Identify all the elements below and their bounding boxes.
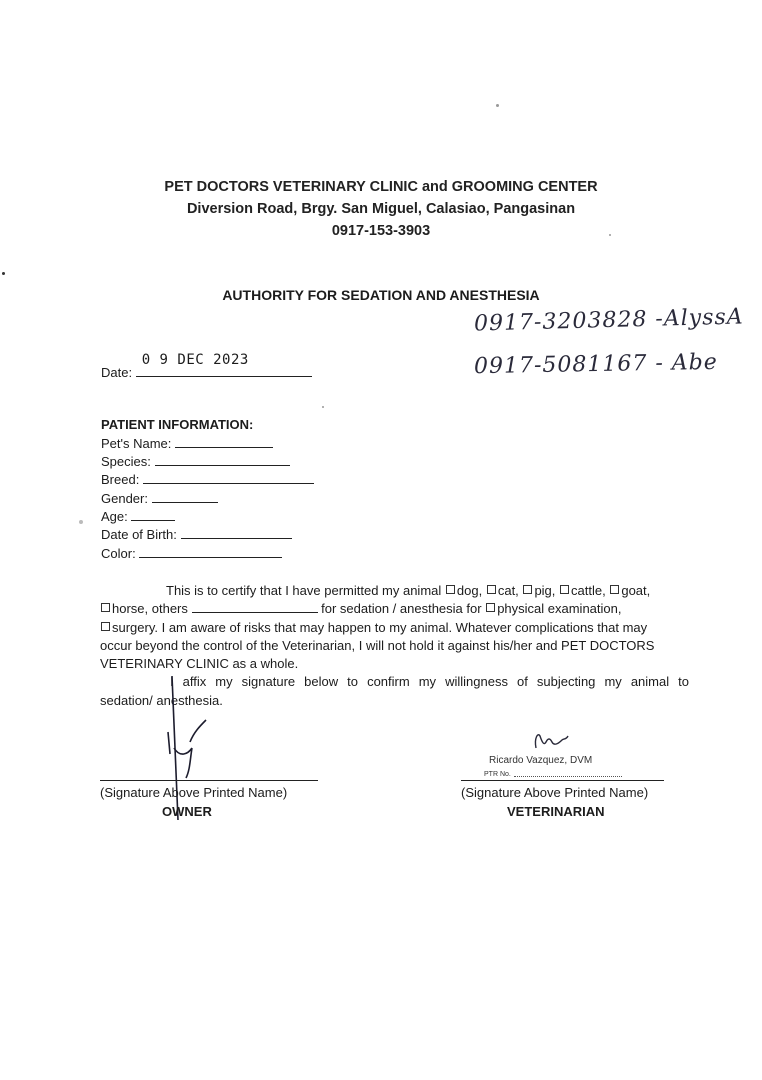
checkbox-goat[interactable] [610,585,619,594]
scan-speck [609,234,611,236]
others-line[interactable] [192,601,318,613]
date-field [101,352,312,380]
vet-signature-caption: (Signature Above Printed Name) [461,785,649,800]
affirmation-text-2: sedation/ anesthesia. [100,692,223,708]
scan-speck [79,520,83,524]
option-cattle: cattle, [571,583,606,598]
owner-role: OWNER [162,804,212,819]
vet-stamp-name: Ricardo Vazquez, DVM [489,755,593,766]
pet-name-label: Pet's Name: [101,436,172,451]
date-label: Date: [101,365,133,380]
checkbox-physical-exam[interactable] [486,603,495,612]
handwritten-phone-1: 0917-3203828 -AlyssA [473,304,744,337]
checkbox-surgery[interactable] [101,622,110,631]
option-surgery: surgery. I am aware of risks that may happen to my animal. Whatever complications that may [112,619,648,635]
date-line[interactable] [136,352,312,377]
checkbox-dog[interactable] [446,585,455,594]
scan-speck [2,272,5,275]
vet-role: VETERINARIAN [507,804,605,819]
option-goat: goat, [621,583,651,598]
owner-signature-caption: (Signature Above Printed Name) [100,785,288,800]
field-color[interactable] [101,545,282,561]
checkbox-pig[interactable] [523,585,532,594]
consent-text-1: This is to certify that I have permitted my animal [166,583,442,598]
field-gender[interactable] [101,490,218,506]
consent-text-4: VETERINARY CLINIC as a whole. [100,656,299,672]
vet-ptr-line [514,776,622,777]
dob-label: Date of Birth: [101,527,177,542]
form-title: AUTHORITY FOR SEDATION AND ANESTHESIA [222,287,540,303]
consent-text-2: for sedation / anesthesia for [321,601,482,617]
checkbox-cattle[interactable] [560,585,569,594]
handwritten-phone-2: 0917-5081167 - Abe [473,349,719,380]
date-stamp: 0 9 DEC 2023 [141,352,249,368]
color-label: Color: [101,546,136,561]
option-cat: cat, [497,583,519,598]
affirmation-text-1: I affix my signature below to confirm my willingness of subjecting my animal to [170,674,689,690]
field-breed[interactable] [101,471,314,487]
vet-signature-line[interactable] [461,780,664,781]
clinic-phone: 0917-153-3903 [331,223,431,239]
option-dog: dog, [456,583,483,598]
age-label: Age: [101,509,128,524]
vet-signature-scribble [530,728,580,756]
field-species[interactable] [101,453,290,469]
field-age[interactable] [101,508,175,524]
checkbox-horse[interactable] [101,603,110,612]
owner-signature-line[interactable] [100,780,318,781]
clinic-name: PET DOCTORS VETERINARY CLINIC and GROOMING CENTER [164,179,598,195]
patient-info-heading: PATIENT INFORMATION: [101,417,254,432]
species-label: Species: [101,454,151,469]
scan-speck [322,406,324,408]
vet-stamp-ptr: PTR No. [484,771,511,778]
breed-label: Breed: [101,472,140,487]
option-horse: horse, others [112,601,188,617]
field-pet-name[interactable] [101,435,273,451]
checkbox-cat[interactable] [487,585,496,594]
clinic-address: Diversion Road, Brgy. San Miguel, Calasiao, Pangasinan [186,201,576,217]
field-date-of-birth[interactable] [101,526,292,542]
scan-speck [496,104,499,107]
gender-label: Gender: [101,491,148,506]
option-pig: pig, [534,583,556,598]
consent-text-3: occur beyond the control of the Veterinarian, I will not hold it against his/her and PET DOCTORS [100,637,655,653]
option-physical-exam: physical examination, [497,601,622,617]
